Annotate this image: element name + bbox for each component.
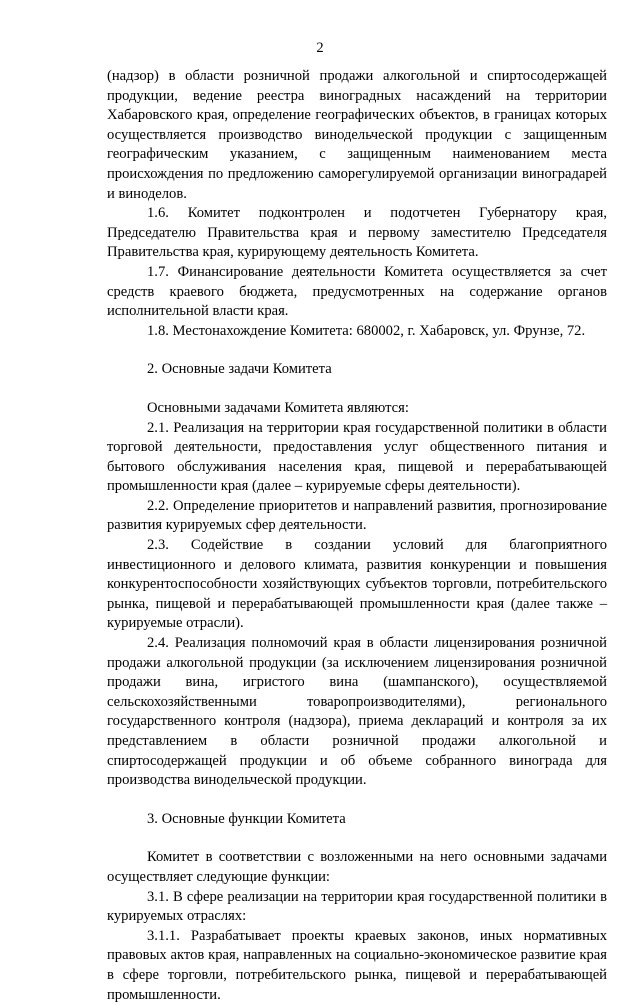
section-2-intro: Основными задачами Комитета являются: [147, 399, 409, 416]
paragraph-2-2: 2.2. Определение приоритетов и направлений развития, прогнозирование развития курируемых сфер деятельности. [107, 497, 607, 534]
paragraph-1-8: 1.8. Местонахождение Комитета: 680002, г. Хабаровск, ул. Фрунзе, 72. [147, 322, 586, 339]
document-body [107, 67, 607, 1005]
spacer [107, 791, 607, 810]
section-2-heading: 2. Основные задачи Комитета [147, 361, 332, 378]
spacer [107, 829, 607, 848]
paragraph-1-7: 1.7. Финансирование деятельности Комитета осуществляется за счет средств краевого бюджета, предусмотренных на содержание органов исполнительной власти края. [107, 263, 607, 320]
section-3-heading: 3. Основные функции Комитета [147, 810, 346, 827]
spacer [107, 341, 607, 360]
paragraph-3-1-1: 3.1.1. Разрабатывает проекты краевых законов, иных нормативных правовых актов края, направленных на социально-экономическое развитие края в сфере торговли, потребительского рынка, пищевой и перерабатывающей промышленности. [107, 927, 607, 1003]
paragraph-1-5-continued: (надзор) в области розничной продажи алкогольной и спиртосодержащей продукции, ведение реестра виноградных насаждений на территории Хабаровского края, определение географических объектов, в границах которых осуществляется производство винодельческой продукции с защищенным географическим указанием, с защищенным наименованием места происхождения по предложению саморегулируемой организации виноградарей и виноделов. [107, 68, 607, 202]
paragraph-1-6: 1.6. Комитет подконтролен и подотчетен Губернатору края, Председателю Правительства края и первому заместителю Председателя Правительства края, курирующему деятельность Комитета. [107, 205, 607, 261]
paragraph-3-1: 3.1. В сфере реализации на территории края государственной политики в курируемых отраслях: [107, 888, 607, 925]
spacer [107, 380, 607, 399]
page-number: 2 [316, 40, 324, 56]
section-3-intro: Комитет в соответствии с возложенными на него основными задачами осуществляет следующие функции: [107, 849, 607, 885]
paragraph-2-3: 2.3. Содействие в создании условий для благоприятного инвестиционного и делового климата, развития конкуренции и повышения конкурентоспособности хозяйствующих субъектов торговли, потребительского рынка, пищевой и перерабатывающей промышленности края (далее также – курируемые отрасли). [107, 537, 607, 632]
paragraph-2-1: 2.1. Реализация на территории края государственной политики в области торговой деятельности, предоставления услуг общественного питания и бытового обслуживания населения края, пищевой и перерабатывающей промышленности края (далее – курируемые сферы деятельности). [107, 419, 607, 495]
paragraph-2-4: 2.4. Реализация полномочий края в области лицензирования розничной продажи алкогольной продукции (за исключением лицензирования розничной продажи вина, игристого вина (шампанского), осуществляемой сельскохозяйственными товаропроизводителями), регионального государственного контроля (надзора), приема деклараций и контроля за их представлением в области розничной продажи алкогольной и спиртосодержащей продукции и об объеме собранного винограда для производства винодельческой продукции. [107, 635, 607, 789]
